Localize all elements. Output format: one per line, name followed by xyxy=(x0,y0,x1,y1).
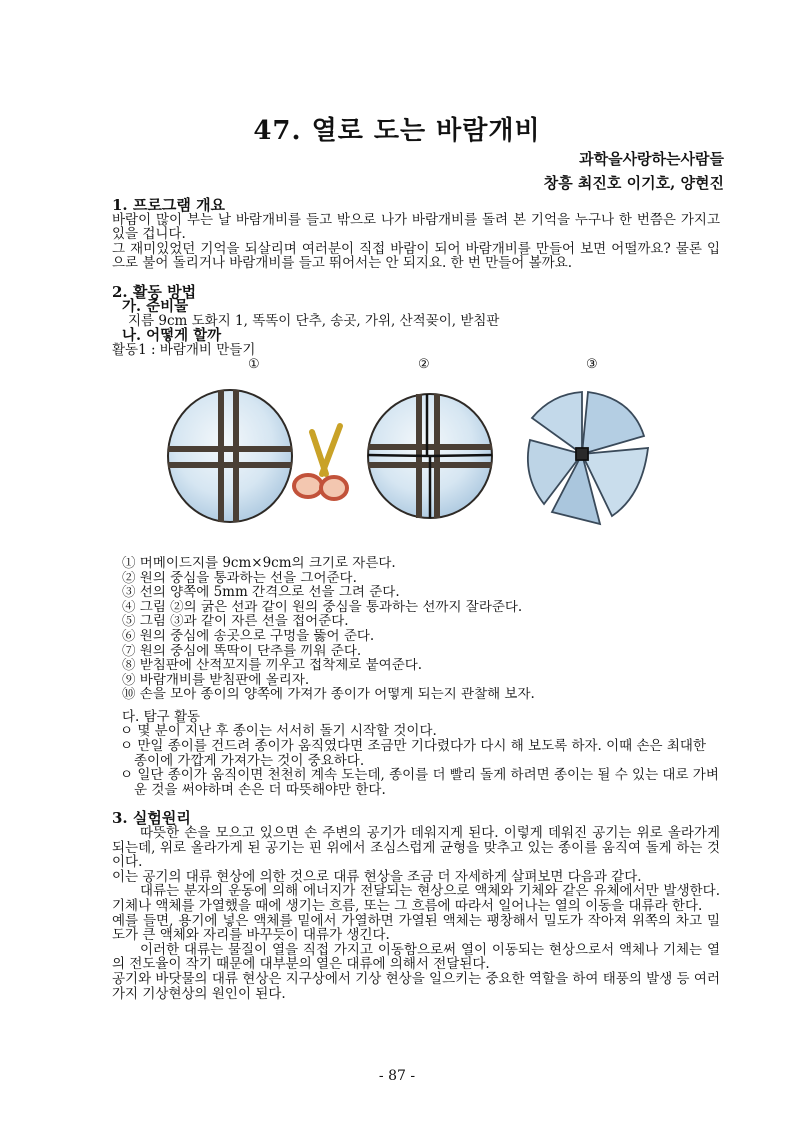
page-title: 47. 열로 도는 바람개비 xyxy=(253,116,541,146)
steps-list xyxy=(112,556,720,702)
figure-label-1: ① xyxy=(248,356,260,372)
authors: 창흥 최진호 이기호, 양현진 xyxy=(543,174,724,192)
principle-paragraph-6: 공기와 바닷물의 대류 현상은 지구상에서 기상 현상을 일으키는 중요한 역할을 하여 태풍의 발생 등 여러 가지 기상현상의 원인이 된다. xyxy=(112,970,720,1002)
organization: 과학을사랑하는사람들 xyxy=(579,150,724,168)
step-item: ⑦ 원의 중심에 똑딱이 단추를 끼워 준다. xyxy=(122,643,362,659)
materials-list: 지름 9cm 도화지 1, 똑똑이 단추, 송곳, 가위, 산적꽂이, 받침판 xyxy=(128,313,500,330)
step-item: ⑧ 받침판에 산적꼬지를 끼우고 접착제로 붙여준다. xyxy=(122,658,423,673)
pinwheel-illustration xyxy=(112,376,720,552)
principle-paragraph-4: 예를 들면, 용기에 넣은 액체를 밑에서 가열하면 가열된 액체는 팽창해서 밀도가 작아져 위쪽의 차고 밀도가 큰 액체와 자리를 바꾸듯이 대류가 생긴다. xyxy=(112,912,720,944)
step-item: ⑩ 손을 모아 종이의 양쪽에 가져가 종이가 어떻게 되는지 관찰해 보자. xyxy=(122,687,535,702)
section-2-heading: 2. 활동 방법 xyxy=(112,282,197,301)
materials-heading: 가. 준비물 xyxy=(122,297,189,315)
inquiry-item: ㅇ 만일 종이를 건드려 종이가 움직였다면 조금만 기다렸다가 다시 해 보도록 하자. 이때 손은 최대한 종이에 가깝게 가져가는 것이 중요하다. xyxy=(120,738,707,769)
activity-label: 활동1 : 바람개비 만들기 xyxy=(112,342,256,359)
principle-paragraph-1: 따뜻한 손을 모으고 있으면 손 주변의 공기가 데워지게 된다. 이렇게 데워진 공기는 위로 올라가게 되는데, 위로 올라가게 된 공기는 핀 위에서 조심스럽게 균형을 맞추고 있는 종이를 움직여 돌게 하는 것이다. xyxy=(112,825,720,871)
figure-label-3: ③ xyxy=(586,356,598,372)
step-item: ② 원의 중심을 통과하는 선을 그어준다. xyxy=(122,570,357,586)
principle-paragraph-2: 이는 공기의 대류 현상에 의한 것으로 대류 현상을 조금 더 자세하게 살펴보면 다음과 같다. xyxy=(112,868,642,885)
section-1-paragraph-1: 바람이 많이 부는 날 바람개비를 들고 밖으로 나가 바람개비를 돌려 본 기억을 누구나 한 번쯤은 가지고 있을 겁니다. xyxy=(112,211,720,243)
step-item: ④ 그림 ②의 굵은 선과 같이 원의 중심을 통과하는 선까지 잘라준다. xyxy=(122,599,523,615)
section-3-heading: 3. 실험원리 xyxy=(112,809,191,828)
how-to-heading: 나. 어떻게 할까 xyxy=(122,326,222,344)
step-item: ⑨ 바람개비를 받침판에 올리자. xyxy=(122,672,310,688)
step-item: ① 머메이드지를 9cm×9cm의 크기로 자른다. xyxy=(122,555,396,571)
inquiry-item: ㅇ 몇 분이 지난 후 종이는 서서히 돌기 시작할 것이다. xyxy=(120,723,437,740)
cut-disc-icon xyxy=(368,394,492,518)
principle-paragraph-5: 이러한 대류는 물질이 열을 직접 가지고 이동함으로써 열이 이동되는 현상으로서 액체나 기체는 열의 전도율이 작기 때문에 대부분의 열은 대류에 의해서 전달된다. xyxy=(112,941,720,973)
step-item: ⑤ 그림 ③과 같이 자른 선을 접어준다. xyxy=(122,614,349,629)
principle-paragraph-3: 대류는 분자의 운동에 의해 에너지가 전달되는 현상으로 액체와 기체와 같은 유체에서만 발생한다. 기체나 액체를 가열했을 때에 생기는 흐름, 또는 그 흐름에 따라서 일어나는 열의 이동을 대류라 한다. xyxy=(112,883,720,914)
page-number: - 87 - xyxy=(378,1068,416,1084)
paper-disc-icon xyxy=(168,390,292,522)
content xyxy=(112,198,720,1001)
inquiry-item: ㅇ 일단 종이가 움직이면 천천히 계속 도는데, 종이를 더 빨리 돌게 하려면 종이는 될 수 있는 대로 가벼운 것을 써야하며 손은 더 따뜻해야만 한다. xyxy=(120,767,719,798)
folded-pinwheel-icon xyxy=(528,392,648,524)
step-item: ③ 선의 양쪽에 5mm 간격으로 선을 그려 준다. xyxy=(122,585,400,600)
inquiry-heading: 다. 탐구 활동 xyxy=(122,708,201,725)
step-item: ⑥ 원의 중심에 송곳으로 구멍을 뚫어 준다. xyxy=(122,628,375,644)
figure-label-2: ② xyxy=(418,356,430,372)
scissors-icon xyxy=(294,426,347,499)
section-1-heading: 1. 프로그램 개요 xyxy=(112,196,226,214)
section-1-paragraph-2: 그 재미있었던 기억을 되살리며 여러분이 직접 바람이 되어 바람개비를 만들어 보면 어떨까요? 물론 입으로 불어 돌리거나 바람개비를 들고 뛰어서는 안 되지요. 한 번 만들어 볼까요. xyxy=(112,240,720,272)
pinwheel-figures xyxy=(112,358,720,554)
